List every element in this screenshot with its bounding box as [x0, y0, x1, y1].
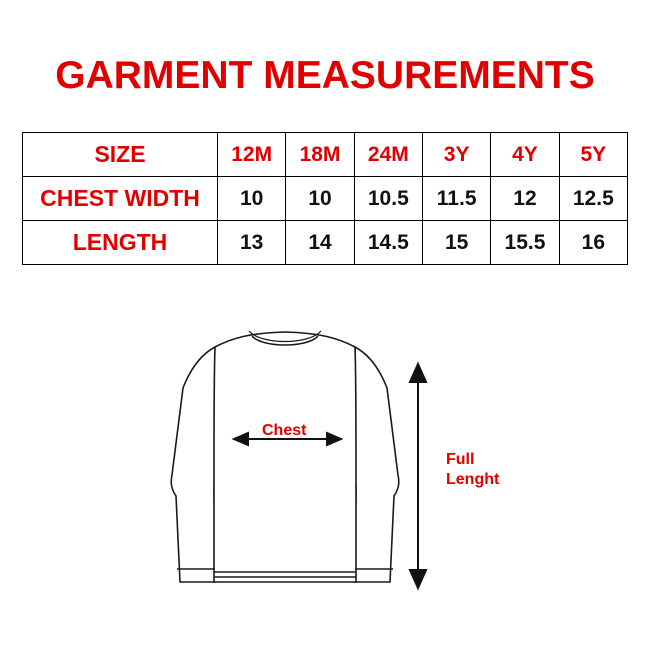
length-24m: 14.5 [354, 221, 422, 265]
length-measure-arrow [410, 364, 426, 588]
chest-width-3y: 11.5 [422, 177, 490, 221]
full-length-label [446, 450, 499, 490]
length-4y: 15.5 [491, 221, 559, 265]
chest-width-5y: 12.5 [559, 177, 627, 221]
length-3y: 15 [422, 221, 490, 265]
chest-width-18m: 10 [286, 177, 354, 221]
full-length-label-line1: Full [446, 451, 475, 468]
size-12m: 12M [218, 133, 286, 177]
chest-label: Chest [262, 422, 307, 439]
row-header-chest-width: CHEST WIDTH [23, 177, 218, 221]
measurements-table [22, 132, 628, 265]
page-title: GARMENT MEASUREMENTS [55, 54, 595, 97]
row-header-length: LENGTH [23, 221, 218, 265]
sweatshirt-outline [171, 331, 399, 582]
size-24m: 24M [354, 133, 422, 177]
chest-width-24m: 10.5 [354, 177, 422, 221]
size-5y: 5Y [559, 133, 627, 177]
table-row [23, 177, 628, 221]
table-row [23, 221, 628, 265]
size-4y: 4Y [491, 133, 559, 177]
chest-width-12m: 10 [218, 177, 286, 221]
garment-diagram [0, 300, 650, 650]
full-length-label-line2: Lenght [446, 471, 500, 488]
row-header-size: SIZE [23, 133, 218, 177]
size-18m: 18M [286, 133, 354, 177]
table-row [23, 133, 628, 177]
chest-width-4y: 12 [491, 177, 559, 221]
length-5y: 16 [559, 221, 627, 265]
length-12m: 13 [218, 221, 286, 265]
length-18m: 14 [286, 221, 354, 265]
size-3y: 3Y [422, 133, 490, 177]
